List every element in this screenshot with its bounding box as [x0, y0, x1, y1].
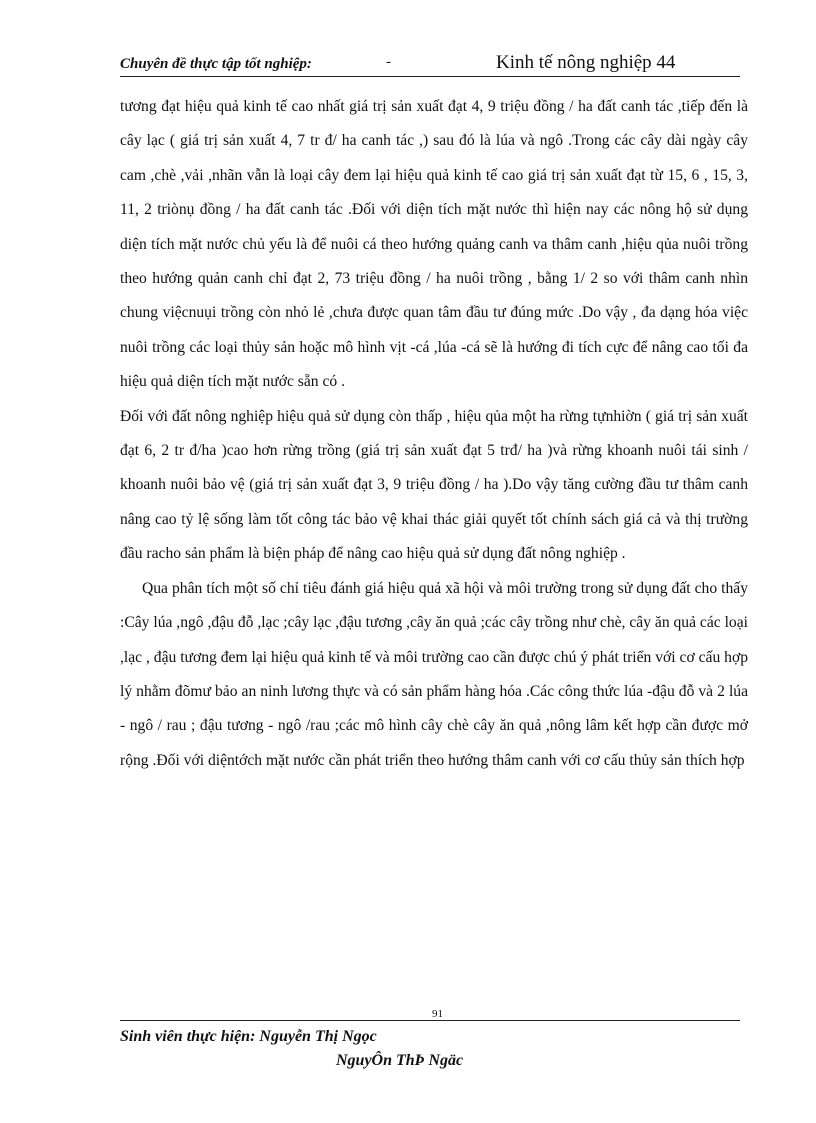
footer-divider	[120, 1020, 740, 1021]
header-subject: Kinh tế nông nghiệp 44	[496, 52, 676, 73]
document-body	[120, 90, 748, 778]
page-header	[120, 52, 740, 77]
footer-author-garbled: NguyÔn ThÞ Ngäc	[336, 1052, 464, 1069]
paragraph-2: Đối với đất nông nghiệp hiệu quả sử dụng còn thấp , hiệu qủa một ha rừng tựnhiờn ( giá trị sản xuất đạt 6, 2 tr đ/ha )cao hơn rừng trồng (giá trị sản xuất đạt 5 trđ/ ha )và rừng khoanh nuôi tái sinh / khoanh nuôi bảo vệ (giá trị sản xuất đạt 3, 9 triệu đồng / ha ).Do vậy tăng cường đầu tư thâm canh nâng cao tỷ lệ sống làm tốt công tác bảo vệ khai thác giải quyết tốt chính sách giá cả và thị trường đầu racho sản phẩm là biện pháp để nâng cao hiệu quả sử dụng đất nông nghiệp .	[120, 407, 748, 563]
header-title: Chuyên đề thực tập tốt nghiệp:	[120, 56, 312, 72]
header-mark: -	[386, 54, 391, 70]
paragraph-1: tương đạt hiệu quả kinh tế cao nhất giá trị sản xuất đạt 4, 9 triệu đồng / ha đất canh tác ,tiếp đến là cây lạc ( giá trị sản xuất 4, 7 tr đ/ ha canh tác ,) sau đó là lúa và ngô .Trong các cây dài ngày cây cam ,chè ,vải ,nhãn vẫn là loại cây đem lại hiệu quả kinh tế cao giá trị sản xuất đạt từ 15, 6 , 15, 3, 11, 2 triònụ đồng / ha đất canh tác .Đối với diện tích mặt nước thì hiện nay các nông hộ sử dụng diện tích mặt nước chủ yếu là để nuôi cá theo hướng quảng canh va thâm canh ,hiệu qủa nuôi trồng theo hướng quản canh chỉ đạt 2, 73 triệu đồng / ha nuôi trồng , bằng 1/ 2 so với thâm canh nhìn chung việcnuụi trồng còn nhỏ lẻ ,chưa được quan tâm đầu tư đúng mức .Do vậy , đa dạng hóa việc nuôi trồng các loại thủy sản hoặc mô hình vịt -cá ,lúa -cá sẽ là hướng đi tích cực để nâng cao tối đa hiệu quả diện tích mặt nước sẵn có .	[120, 98, 748, 391]
paragraph-3: Qua phân tích một số chỉ tiêu đánh giá hiệu quả xã hội và môi trường trong sử dụng đất cho thấy :Cây lúa ,ngô ,đậu đỗ ,lạc ;cây lạc ,đậu tương ,cây ăn quả ;các cây trồng như chè, cây ăn quả các loại ,lạc , đậu tương đem lại hiệu quả kinh tế và môi trường cao cần được chú ý phát triển với cơ cấu hợp lý nhằm đõmư bảo an ninh lương thực và có sản phẩm hàng hóa .Các công thức lúa -đậu đỗ và 2 lúa - ngô / rau ; đậu tương - ngô /rau ;các mô hình cây chè cây ăn quả ,nông lâm kết hợp cần được mở rộng .Đối với diệntớch mặt nước cần phát triển theo hướng thâm canh với cơ cấu thủy sản thích hợp	[120, 579, 748, 769]
page-number: 91	[432, 1008, 443, 1020]
footer-author: Sinh viên thực hiện: Nguyễn Thị Ngọc	[120, 1028, 377, 1045]
